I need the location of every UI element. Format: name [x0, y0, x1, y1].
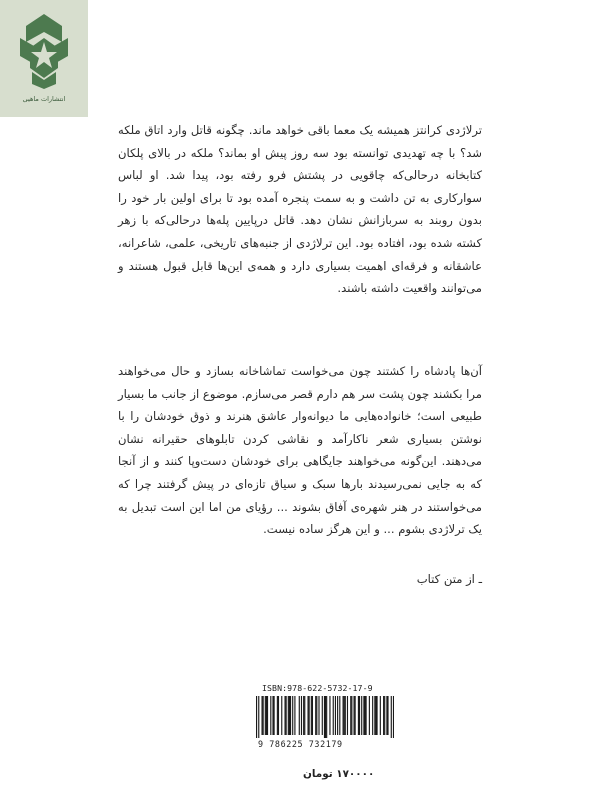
barcode-bar [278, 696, 279, 735]
barcode-bar [303, 696, 304, 735]
barcode-bar [277, 696, 278, 735]
barcode-bar [304, 696, 305, 735]
barcode-bar [376, 696, 377, 735]
barcode-bar [274, 696, 275, 735]
barcode-bar [375, 696, 376, 735]
barcode-bar [386, 696, 387, 735]
barcode-bar [329, 696, 330, 735]
barcode-bar [301, 696, 302, 735]
barcode-bar [391, 696, 392, 738]
barcode-bar [358, 696, 359, 735]
barcode-bar [364, 696, 365, 735]
barcode-bar [289, 696, 290, 735]
barcode-bar [387, 696, 388, 735]
barcode-bar [343, 696, 344, 735]
barcode-bar [322, 696, 323, 735]
isbn-label: ISBN:978-622-5732-17-9 [262, 683, 373, 693]
barcode-bar [288, 696, 289, 735]
barcode-bar [309, 696, 310, 735]
barcode-bar [337, 696, 338, 735]
barcode-bar [265, 696, 266, 735]
barcode-bar [261, 696, 262, 735]
barcode-bar [290, 696, 291, 735]
barcode-bar [353, 696, 354, 735]
barcode-bar [359, 696, 360, 735]
barcode-bar [351, 696, 352, 735]
barcode-bar [374, 696, 375, 735]
barcode-bar [393, 696, 394, 738]
barcode-bar [315, 696, 316, 735]
barcode-bar [350, 696, 351, 735]
barcode-bar [363, 696, 364, 735]
barcode-bar [326, 696, 327, 738]
star-emblem-icon [10, 12, 78, 90]
barcode-digits: 9 786225 732179 [258, 739, 343, 749]
barcode-bar [347, 696, 348, 735]
barcode-bar [335, 696, 336, 735]
barcode-block [256, 683, 394, 765]
barcode-bar [324, 696, 325, 738]
barcode-bar [311, 696, 312, 735]
publisher-logo-box [0, 0, 88, 117]
barcode-bar [325, 696, 326, 738]
barcode-bar [307, 696, 308, 735]
barcode-bar [312, 696, 313, 735]
barcode-bar [345, 696, 346, 735]
barcode-bar [267, 696, 268, 735]
barcode-bar [286, 696, 287, 735]
blurb-paragraph-2: آن‌ها پادشاه را کشتند چون می‌خواست تماشاخانه بسازد و حال می‌خواهند مرا بکشند چون پشت سر هم دارم قصر می‌سازم. موضوع از جانب ما بسیار طبیعی است؛ خانواده‌هایی ما دیوانه‌وار عاشق هنرند و ذوق خودشان را با نوشتن بسیاری شعر ناکارآمد و نقاشی کردن تابلوهای حقیرانه نشان می‌دهند. این‌گونه می‌خواهند جایگاهی برای خودشان دست‌وپا کنند و از آنجا که به جایی نمی‌رسیدند بارها سبک و سیاق تازه‌ای در پیش گرفتند چرا که می‌خواستند در هنر شهره‌ی آفاق بشوند ... رؤیای من اما این است تبدیل به یک ترلاژدی بشوم ... و این هرگز ساده نیست. [118, 364, 482, 537]
barcode-bar [372, 696, 373, 735]
publisher-caption: انتشارات ماهیی [22, 95, 66, 103]
barcode-bar [263, 696, 264, 735]
barcode-bar [344, 696, 345, 735]
barcode-bar [266, 696, 267, 735]
barcode-image [256, 696, 394, 738]
barcode-bar [256, 696, 257, 738]
barcode-bar [284, 696, 285, 735]
barcode-bar [361, 696, 362, 735]
barcode-bar [270, 696, 271, 735]
barcode-bar [383, 696, 384, 735]
barcode-bar [258, 696, 259, 738]
barcode-bar [299, 696, 300, 735]
barcode-bar [369, 696, 370, 735]
barcode-bar [339, 696, 340, 735]
barcode-bar [355, 696, 356, 735]
blurb-paragraph-1: ترلاژدی کرانتز همیشه یک معما باقی خواهد ماند. چگونه قاتل وارد اتاق ملکه شد؟ با چه تهدیدی توانسته بود سه روز پیش او بماند؟ ملکه در بالای پلکان کتابخانه درحالی‌که چاقویی در پشتش فرو رفته بود، پیدا شد. او لباس سوارکاری به تن داشت و به سمت پنجره آمده بود تا برای اولین بار خود را بدون روبند به سربازانش نشان دهد. قاتل درپایین پله‌ها درحالی‌که با زهر کشته شده بود، افتاده بود. این ترلاژدی از جنبه‌های تاریخی، علمی، شاعرانه، عاشقانه و فرقه‌ای اهمیت بسیاری دارد و همه‌ی این‌ها قابل قبول هستند و می‌توانند واقعیت داشته باشند. [118, 123, 482, 296]
barcode-bar [292, 696, 293, 735]
barcode-bar [333, 696, 334, 735]
blurb-attribution: ـ از متن کتاب [416, 572, 482, 586]
barcode-bar [380, 696, 381, 735]
barcode-bar [316, 696, 317, 735]
barcode-bar [366, 696, 367, 735]
barcode-bar [318, 696, 319, 735]
barcode-bar [272, 696, 273, 735]
barcode-bar [281, 696, 282, 735]
barcode-bar [384, 696, 385, 735]
price-label: ۱۷۰۰۰۰ تومان [303, 768, 375, 780]
barcode-bar [294, 696, 295, 735]
